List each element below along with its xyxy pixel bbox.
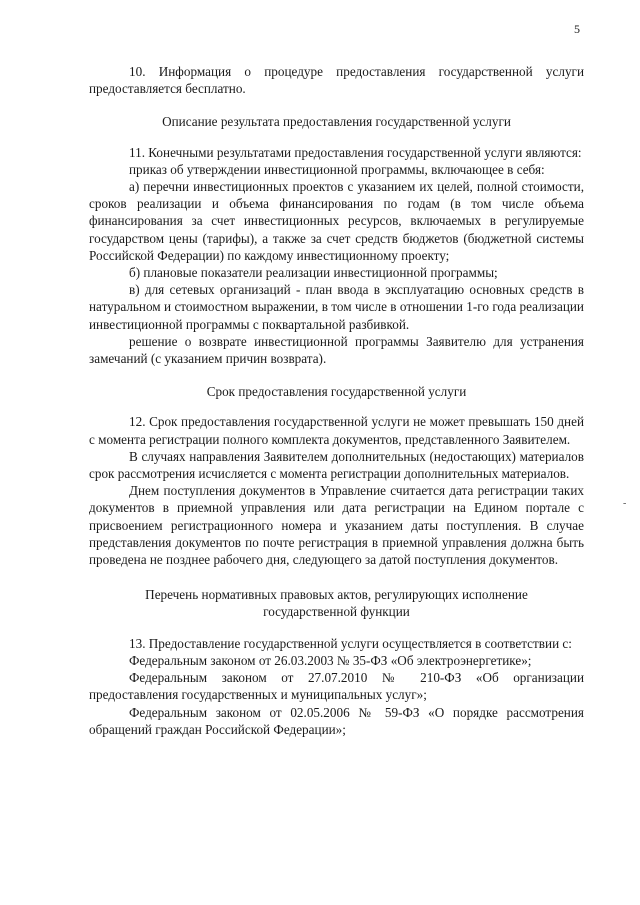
page-number: 5 (574, 22, 580, 36)
paragraph-11-v: в) для сетевых организаций - план ввода в эксплуатацию основных средств в натуральном и стоимостном выражении, в том числе в отношении 1-го года реализации инвестиционной программы с поквартальной разбивкой. (89, 282, 584, 332)
document-body (89, 63, 584, 738)
paragraph-11-a: а) перечни инвестиционных проектов с указанием их целей, полной стоимости, сроков реализации и объема финансирования по годам (в том числе объема финансирования за счет инвестиционных ресурсов, включаемых в регулируемые государством цены (тарифы), а также за счет средств бюджетов (бюджетной системы Российской Федерации) по каждому инвестиционному проекту; (89, 179, 584, 263)
paragraph-11-order: приказ об утверждении инвестиционной программы, включающее в себя: (129, 161, 545, 177)
paragraph-11-decision: решение о возврате инвестиционной программы Заявителю для устранения замечаний (с указанием причин возврата). (89, 333, 584, 367)
paragraph-12-day: Днем поступления документов в Управление считается дата регистрации таких документов в приемной управления или дата регистрации на Едином портале с присвоением регистрационного номера и указанием даты поступления. В случае представления документов по почте регистрация в приемной управления должна быть проведена не позднее рабочего дня, следующего за датой поступления документов. (89, 483, 584, 568)
law-35-fz: Федеральным законом от 26.03.2003 № 35-ФЗ «Об электроэнергетике»; (129, 652, 532, 668)
law-210-fz: Федеральным законом от 27.07.2010 № 210-ФЗ «Об организации предоставления государственных и муниципальных услуг»; (89, 670, 584, 703)
paragraph-11-b: б) плановые показатели реализации инвестиционной программы; (129, 265, 498, 281)
margin-mark: - (623, 498, 627, 509)
heading-result: Описание результата предоставления государственной услуги (162, 114, 511, 130)
law-59-fz: Федеральным законом от 02.05.2006 № 59-ФЗ «О порядке рассмотрения обращений граждан Российской Федерации»; (89, 704, 584, 737)
heading-acts-line2: государственной функции (263, 604, 410, 620)
paragraph-13: 13. Предоставление государственной услуги осуществляется в соответствии с: (129, 635, 572, 651)
paragraph-10: 10. Информация о процедуре предоставления государственной услуги предоставляется бесплатно. (89, 64, 584, 97)
heading-term: Срок предоставления государственной услуги (206, 384, 467, 400)
paragraph-12-extra: В случаях направления Заявителем дополнительных (недостающих) материалов срок рассмотрения исчисляется с момента регистрации дополнительных материалов. (89, 448, 584, 482)
paragraph-11: 11. Конечными результатами предоставления государственной услуги являются: (129, 144, 582, 160)
paragraph-12: 12. Срок предоставления государственной услуги не может превышать 150 дней с момента регистрации полного комплекта документов, представленного Заявителем. (89, 414, 584, 447)
heading-acts-line1: Перечень нормативных правовых актов, регулирующих исполнение (145, 587, 528, 603)
heading-acts (89, 586, 584, 620)
